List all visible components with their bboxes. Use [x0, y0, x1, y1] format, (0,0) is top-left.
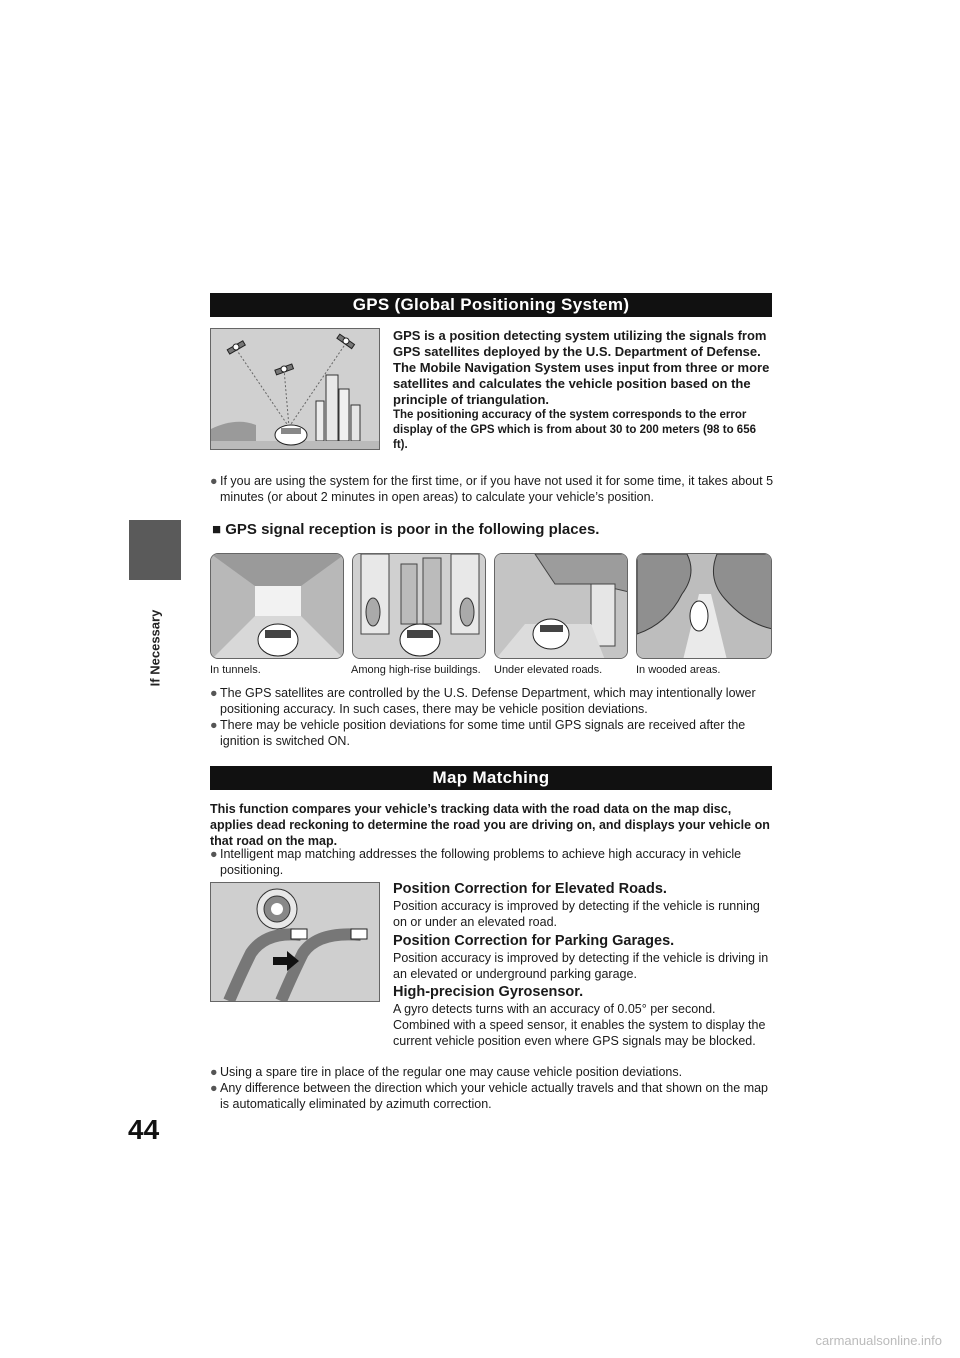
feature-title: Position Correction for Elevated Roads. [393, 881, 667, 897]
side-tab-marker [129, 520, 181, 580]
bullet-azimuth: ● Any difference between the direction which your vehicle actually travels and that shown on the map is automatically eliminated by azimuth correction. [210, 1081, 769, 1111]
caption-highrise: Among high-rise buildings. [351, 664, 481, 676]
bullet-icon: ● [210, 718, 218, 732]
gps-accuracy: The positioning accuracy of the system corresponds to the error display of the GPS which is from about 30 to 200 meters (98 to 656 ft). [393, 409, 756, 451]
bullet-icon: ● [210, 1081, 218, 1095]
bullet-icon: ● [210, 474, 218, 488]
side-label: If Necessary [147, 609, 163, 687]
caption-wooded: In wooded areas. [636, 664, 721, 676]
feature-text: A gyro detects turns with an accuracy of 0.05° per second. Combined with a speed sensor, it enables the system to display the current vehicle position even where GPS signals may be blocked. [393, 1002, 766, 1048]
poor-reception-heading: ■ GPS signal reception is poor in the following places. [212, 521, 600, 538]
side-tab-track [129, 192, 181, 520]
caption-tunnels: In tunnels. [210, 664, 261, 676]
bullet-defense: ● The GPS satellites are controlled by the U.S. Defense Department, which may intentionally lower positioning accuracy. In such cases, there may be vehicle position deviations. [210, 686, 756, 716]
feature-text: Position accuracy is improved by detecting if the vehicle is running on or under an elevated road. [393, 899, 760, 929]
feature-gyrosensor [393, 983, 773, 1049]
bullet-icon: ● [210, 1065, 218, 1079]
bullet-intelligent: ● Intelligent map matching addresses the following problems to achieve high accuracy in vehicle positioning. [210, 847, 742, 877]
gps-intro: GPS is a position detecting system utilizing the signals from GPS satellites deployed by the U.S. Department of Defense. The Mobile Navigation System uses input from three or more satellites and calculates the vehicle position based on the principle of triangulation. [393, 328, 770, 407]
watermark: carmanualsonline.info [815, 1333, 942, 1348]
gps-satellite-illustration [210, 328, 380, 450]
highrise-illustration [352, 553, 486, 659]
bullet-spare-tire: ● Using a spare tire in place of the regular one may cause vehicle position deviations. [210, 1065, 683, 1079]
wooded-area-illustration [636, 553, 772, 659]
map-matching-intro: This function compares your vehicle’s tracking data with the road data on the map disc, applies dead reckoning to determine the road you are driving on, and displays your vehicle on that road on the map. [210, 802, 770, 848]
caption-elevated: Under elevated roads. [494, 664, 603, 676]
tunnel-illustration [210, 553, 344, 659]
feature-title: High-precision Gyrosensor. [393, 984, 584, 1000]
page-number: 44 [128, 1114, 160, 1145]
gps-description [393, 328, 773, 453]
bullet-ignition: ● There may be vehicle position deviations for some time until GPS signals are received after the ignition is switched ON. [210, 718, 746, 748]
bullet-first-time: ● If you are using the system for the first time, or if you have not used it for some time, it takes about 5 minutes (or about 2 minutes in open areas) to calculate your vehicle’s position. [210, 474, 774, 504]
map-matching-title: Map Matching [210, 766, 772, 790]
elevated-road-illustration [494, 553, 628, 659]
map-matching-illustration [210, 882, 380, 1002]
feature-elevated-roads [393, 880, 773, 930]
bullet-icon: ● [210, 847, 218, 861]
feature-title: Position Correction for Parking Garages. [393, 933, 675, 949]
bullet-icon: ● [210, 686, 218, 700]
gps-section-title: GPS (Global Positioning System) [210, 293, 772, 317]
feature-text: Position accuracy is improved by detecting if the vehicle is driving in an elevated or underground parking garage. [393, 951, 769, 981]
feature-parking-garages [393, 932, 773, 982]
